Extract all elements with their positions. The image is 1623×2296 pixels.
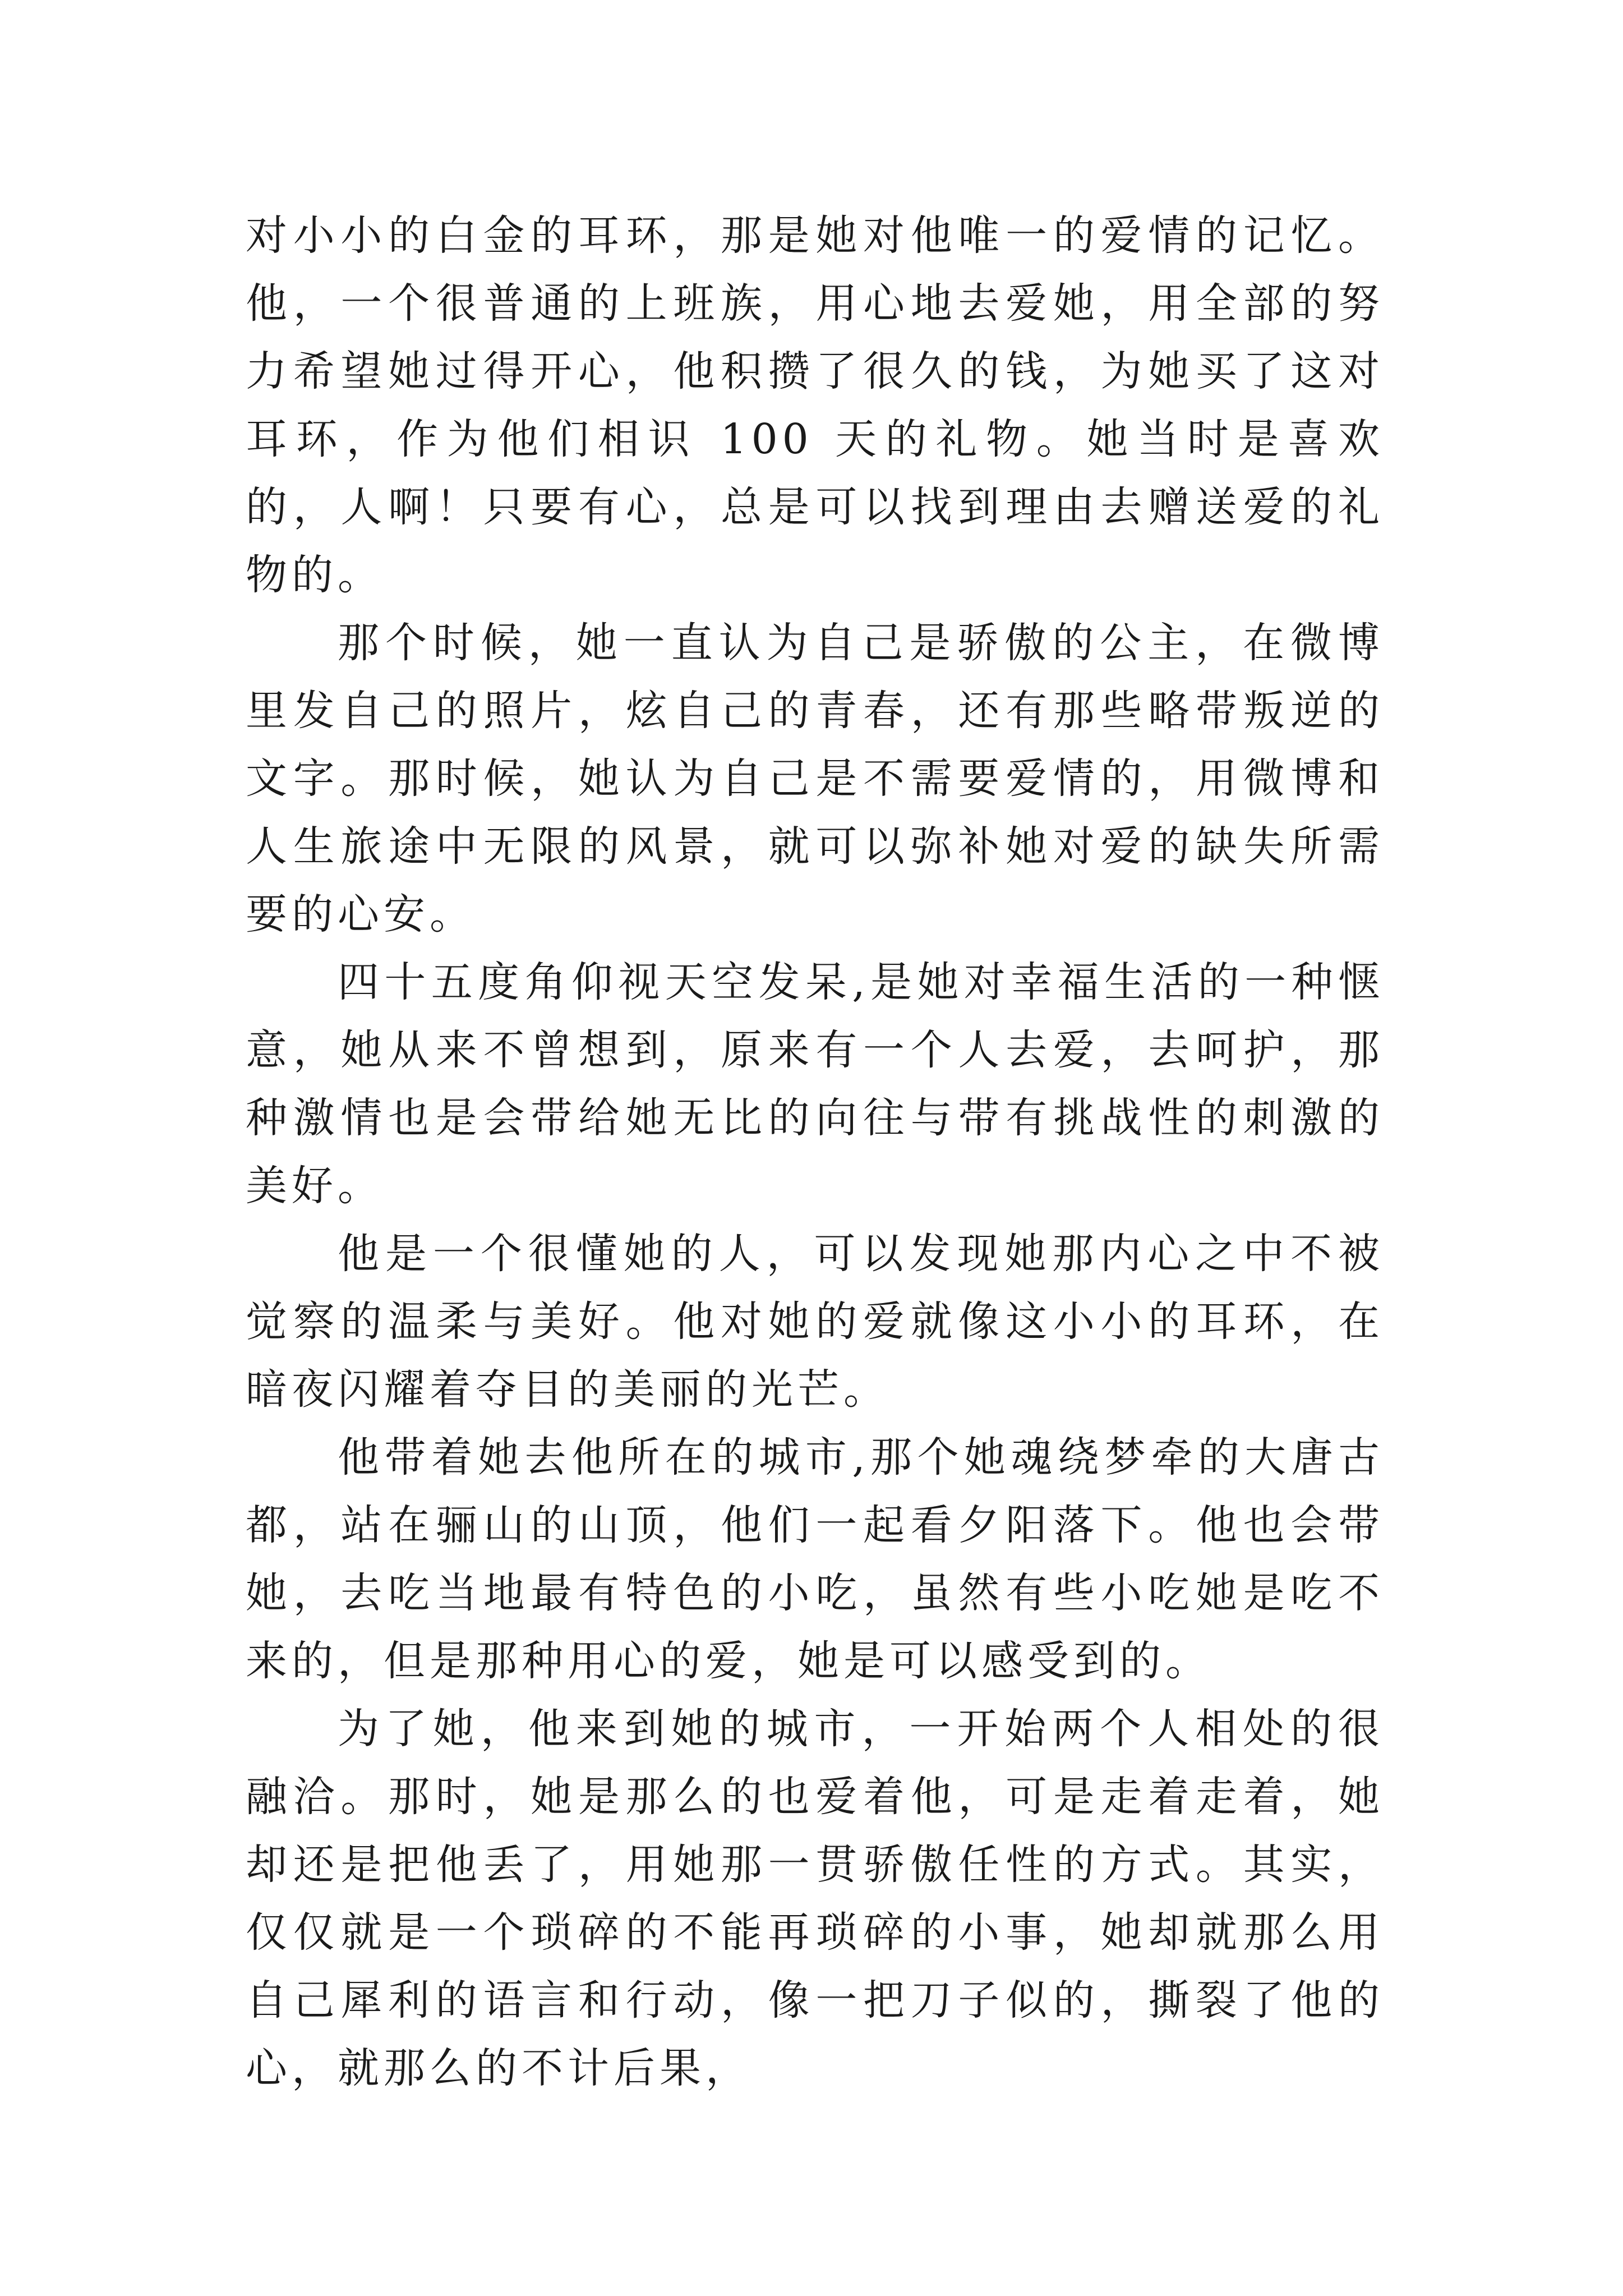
paragraph-2: 那个时候，她一直认为自己是骄傲的公主，在微博里发自己的照片，炫自己的青春，还有那些略带叛逆的文字。那时候，她认为自己是不需要爱情的，用微博和人生旅途中无限的风景，就可以弥补她对爱的缺失所需要的心安。 <box>246 619 1384 938</box>
paragraph-6: 为了她，他来到她的城市，一开始两个人相处的很融洽。那时，她是那么的也爱着他，可是走着走着，她却还是把他丢了，用她那一贯骄傲任性的方式。其实，仅仅就是一个琐碎的不能再琐碎的小事，她却就那么用自己犀利的语言和行动，像一把刀子似的，撕裂了他的心，就那么的不计后果， <box>246 1705 1384 2092</box>
paragraph-1: 对小小的白金的耳环，那是她对他唯一的爱情的记忆。他，一个很普通的上班族，用心地去爱她，用全部的努力希望她过得开心，他积攒了很久的钱，为她买了这对耳环，作为他们相识 100 天的礼物。她当时是喜欢的，人啊！只要有心，总是可以找到理由去赠送爱的礼物的。 <box>246 211 1384 599</box>
paragraph-4: 他是一个很懂她的人，可以发现她那内心之中不被觉察的温柔与美好。他对她的爱就像这小小的耳环，在暗夜闪耀着夺目的美丽的光芒。 <box>246 1230 1384 1414</box>
document-body <box>246 202 1384 2102</box>
paragraph-3: 四十五度角仰视天空发呆,是她对幸福生活的一种惬意，她从来不曾想到，原来有一个人去爱，去呵护，那种激情也是会带给她无比的向往与带有挑战性的刺激的美好。 <box>246 958 1384 1210</box>
paragraph-5: 他带着她去他所在的城市,那个她魂绕梦牵的大唐古都，站在骊山的山顶，他们一起看夕阳落下。他也会带她，去吃当地最有特色的小吃，虽然有些小吃她是吃不来的，但是那种用心的爱，她是可以感受到的。 <box>246 1433 1384 1685</box>
